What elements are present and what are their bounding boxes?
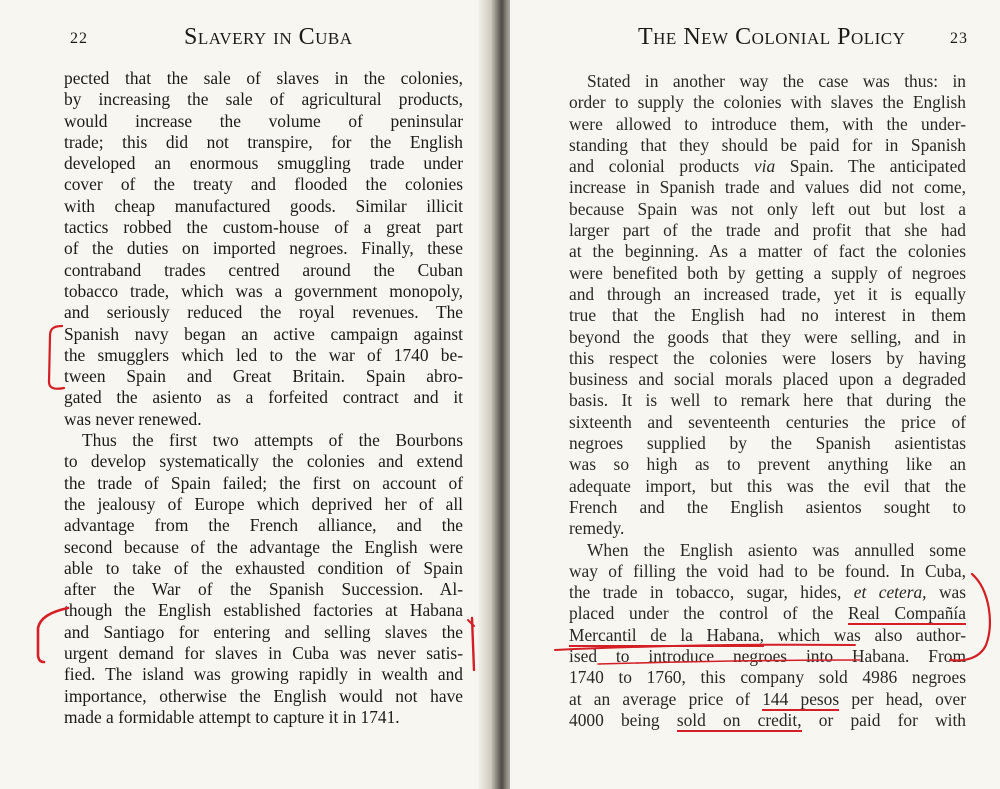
text-line: advantage from the French alliance, and the <box>64 515 463 536</box>
text-line: the jealousy of Europe which deprived her of all <box>64 493 463 514</box>
text-line: the trade in tobacco, sugar, hides, et cetera, was <box>569 582 966 603</box>
right-page <box>510 0 1000 789</box>
text-line: though the English established factories at Habana <box>64 600 463 621</box>
text-line: Spanish navy began an active campaign against <box>64 323 463 344</box>
right-running-head: The New Colonial Policy <box>638 24 906 50</box>
text-line: placed under the control of the Real Compañía <box>569 603 966 624</box>
right-page-number: 23 <box>950 30 968 47</box>
text-line: fied. The island was growing rapidly in wealth and <box>64 664 463 685</box>
text-line: by increasing the sale of agricultural products, <box>64 89 463 110</box>
text-line: and seriously reduced the royal revenues. The <box>64 302 463 323</box>
text-line: the trade of Spain failed; the first on account of <box>64 472 463 493</box>
underlined-text: 144 pesos <box>762 688 840 709</box>
text-line: at the beginning. As a matter of fact the colonies <box>569 241 966 262</box>
text-line: increase in Spanish trade and values did not come, <box>569 177 966 198</box>
text-line: true that the English had no interest in them <box>569 305 966 326</box>
text-line: were allowed to introduce them, with the under- <box>569 113 966 134</box>
left-running-head: Slavery in Cuba <box>184 24 353 50</box>
text-line: the smugglers which led to the war of 1740 be- <box>64 344 463 365</box>
text-line: adequate import, but this was the evil that the <box>569 475 966 496</box>
text-line: tactics robbed the custom-house of a great part <box>64 217 463 238</box>
text-line: was so high as to prevent anything like an <box>569 454 966 475</box>
text-line: at an average price of 144 pesos per head, over <box>569 688 966 709</box>
left-page-number: 22 <box>70 30 88 47</box>
text-line: developed an enormous smuggling trade under <box>64 153 463 174</box>
text-line: and colonial products via Spain. The anticipated <box>569 156 967 177</box>
text-line: because Spain was not only left out but lost a <box>569 198 966 219</box>
text-line: contraband trades centred around the Cuban <box>64 259 463 280</box>
text-line: tween Spain and Great Britain. Spain abro- <box>64 366 463 387</box>
text-line: ised to introduce negroes into Habana. From <box>569 646 966 667</box>
text-line: and through an increased trade, yet it is equally <box>569 283 966 304</box>
text-line: larger part of the trade and profit that she had <box>569 220 966 241</box>
text-line: urgent demand for slaves in Cuba was never satis- <box>64 643 463 664</box>
text-line: importance, otherwise the English would not have <box>64 685 463 706</box>
text-line: this respect the colonies were losers by having <box>569 347 966 368</box>
text-line: order to supply the colonies with slaves the English <box>569 92 966 113</box>
text-line: 1740 to 1760, this company sold 4986 negroes <box>569 667 966 688</box>
left-page <box>0 0 492 789</box>
text-line: would increase the volume of peninsular <box>64 110 463 131</box>
text-line: sixteenth and seventeenth centuries the price of <box>569 411 966 432</box>
text-line: able to take of the exhausted condition of Spain <box>64 557 463 578</box>
text-line: and Santiago for entering and selling slaves the <box>64 621 463 642</box>
underlined-text: sold on credit, <box>676 709 802 730</box>
text-line: remedy. <box>569 518 625 539</box>
text-line: of the duties on imported negroes. Finally, these <box>64 238 463 259</box>
text-line: was never renewed. <box>64 408 202 429</box>
text-line: beyond the goods that they were selling, and in <box>569 326 966 347</box>
text-line: were benefited both by getting a supply of negroes <box>569 262 966 283</box>
text-line: When the English asiento was annulled some <box>587 539 966 560</box>
text-line: standing that they should be paid for in Spanish <box>569 134 966 155</box>
italic-word: via <box>753 156 776 177</box>
text-line: second because of the advantage the English were <box>64 536 463 557</box>
text-line: Stated in another way the case was thus: in <box>587 71 966 91</box>
text-line: basis. It is well to remark here that during the <box>569 390 966 411</box>
text-line: Thus the first two attempts of the Bourbons <box>82 430 463 451</box>
text-line: Mercantil de la Habana, which was also author- <box>569 624 966 645</box>
text-line: 4000 being sold on credit, or paid for with <box>569 709 966 730</box>
italic-phrase: et cetera, <box>853 582 927 603</box>
text-line: French and the English asientos sought to <box>569 496 966 517</box>
text-line: after the War of the Spanish Succession. Al- <box>64 579 463 600</box>
text-line: trade; this did not transpire, for the English <box>64 131 463 152</box>
text-line: negroes supplied by the Spanish asientistas <box>569 433 966 454</box>
text-line: business and social morals placed upon a degraded <box>569 369 966 390</box>
text-line: tobacco trade, which was a government monopoly, <box>64 280 463 301</box>
text-line: made a formidable attempt to capture it in 1741. <box>64 706 400 727</box>
text-line: way of filling the void had to be found. In Cuba, <box>569 560 966 581</box>
underlined-text: Real Compañía <box>848 603 966 624</box>
text-line: pected that the sale of slaves in the colonies, <box>64 68 463 88</box>
underlined-text: Mercantil de la Habana, <box>569 624 764 645</box>
text-line: to develop systematically the colonies and extend <box>64 451 463 472</box>
right-page-text <box>569 71 966 731</box>
text-line: with cheap manufactured goods. Similar illicit <box>64 195 463 216</box>
text-line: cover of the treaty and flooded the colonies <box>64 174 463 195</box>
left-page-text <box>64 68 463 728</box>
text-line: gated the asiento as a forfeited contract and it <box>64 387 463 408</box>
